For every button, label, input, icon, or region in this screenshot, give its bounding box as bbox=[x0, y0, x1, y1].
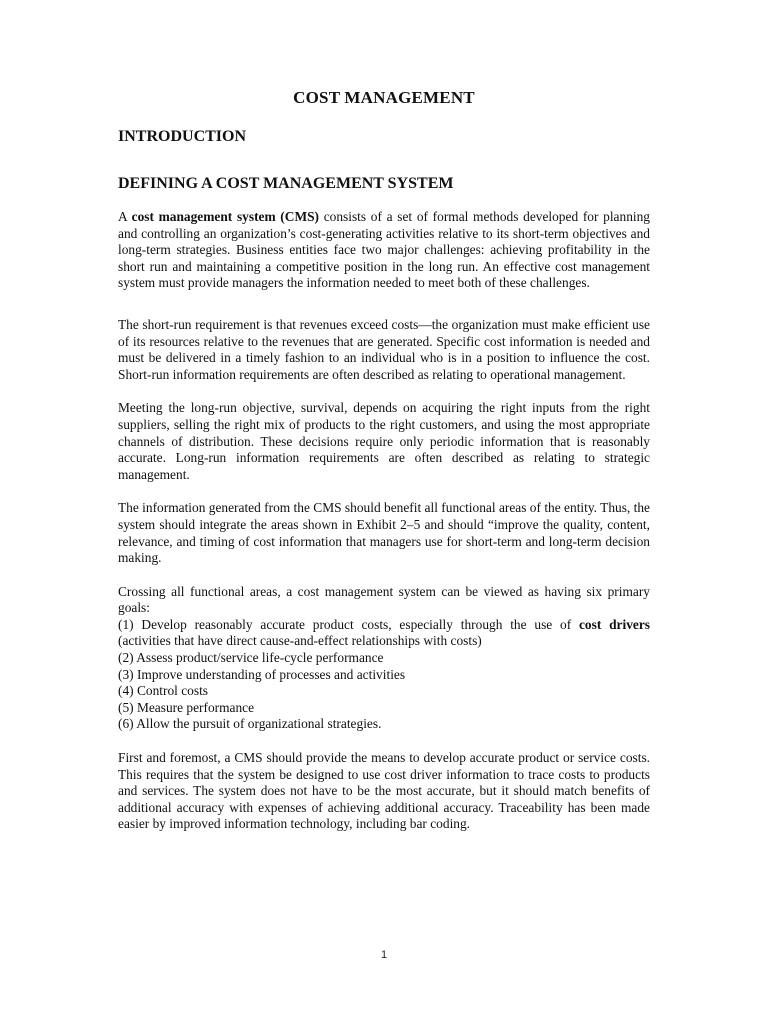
goal-item-1-continued: (activities that have direct cause-and-effect relationships with costs) bbox=[118, 633, 482, 649]
goals-list bbox=[118, 584, 650, 733]
paragraph-first-and-foremost: First and foremost, a CMS should provide the means to develop accurate product or service costs. This requires that the system be designed to use cost driver information to trace costs to products and services. The system does not have to be the most accurate, but it should match benefits of additional accuracy with expenses of achieving additional accuracy. Traceability has been made easier by improved information technology, including bar coding. bbox=[118, 750, 650, 832]
goal-item-1 bbox=[118, 617, 650, 634]
section-heading-defining-cms: DEFINING A COST MANAGEMENT SYSTEM bbox=[118, 175, 454, 192]
goals-lead: Crossing all functional areas, a cost management system can be viewed as having six primary goals: bbox=[118, 583, 650, 616]
goal-item-3: (3) Improve understanding of processes and activities bbox=[118, 666, 406, 682]
goal-item-6: (6) Allow the pursuit of organizational strategies. bbox=[118, 716, 382, 732]
paragraph-short-run: The short-run requirement is that revenues exceed costs—the organization must make efficient use of its resources relative to the revenues that are generated. Specific cost information is needed and must be delivered in a timely fashion to an individual who is in a position to influence the cost. Short-run information requirements are often described as relating to operational management. bbox=[118, 316, 650, 382]
paragraph-text: A bbox=[118, 209, 132, 224]
bold-term-cms: cost management system (CMS) bbox=[131, 209, 319, 224]
paragraph-cms-definition bbox=[118, 209, 650, 292]
section-heading-introduction: INTRODUCTION bbox=[118, 128, 247, 145]
bold-term-cost-drivers: cost drivers bbox=[578, 616, 650, 632]
goal-item-text: (1) Develop reasonably accurate product costs, especially through the use of bbox=[118, 616, 579, 632]
paragraph-text: consists of a set of formal methods developed for planning and controlling an organization’s cost-generating activities relative to its short-term objectives and long-term strategies. Business entities face two major challenges: achieving profitability in the short run and maintaining a competitive position in the long run. An effective cost management system must provide managers the information needed to meet both of these challenges. bbox=[118, 209, 650, 291]
paragraph-long-run: Meeting the long-run objective, survival, depends on acquiring the right inputs from the right suppliers, selling the right mix of products to the right customers, and using the most appropriate channels of distribution. These decisions require only periodic information that is reasonably accurate. Long-run information requirements are often described as relating to strategic management. bbox=[118, 400, 650, 482]
page-number: 1 bbox=[380, 949, 388, 961]
goal-item-4: (4) Control costs bbox=[118, 683, 209, 699]
paragraph-information-generated: The information generated from the CMS should benefit all functional areas of the entity. Thus, the system should integrate the areas shown in Exhibit 2–5 and should “improve the quality, content, relevance, and timing of cost information that managers use for short-term and long-term decision making. bbox=[118, 500, 650, 566]
goal-item-5: (5) Measure performance bbox=[118, 699, 255, 715]
document-page bbox=[118, 88, 650, 850]
goal-item-2: (2) Assess product/service life-cycle performance bbox=[118, 650, 384, 666]
document-title: COST MANAGEMENT bbox=[293, 88, 475, 107]
